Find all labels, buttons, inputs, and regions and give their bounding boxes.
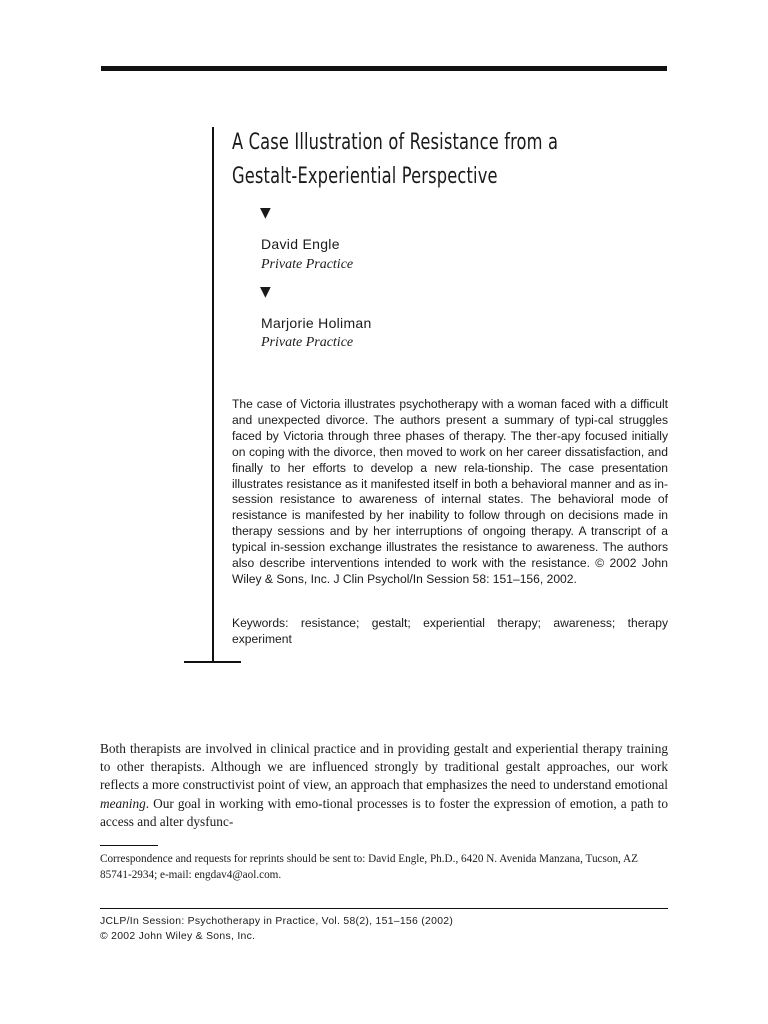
footnote-rule (100, 845, 158, 846)
triangle-marker-icon: ▼ (260, 205, 271, 221)
author-affiliation: Private Practice (261, 257, 354, 272)
correspondence-footnote: Correspondence and requests for reprints should be sent to: David Engle, Ph.D., 6420 N. Avenida Manzana, Tucson, AZ 85741-2934; e-mail: engdav4@aol.com. (100, 853, 638, 881)
top-rule (101, 66, 667, 71)
author-affiliation: Private Practice (261, 335, 354, 350)
journal-citation: JCLP/In Session: Psychotherapy in Practice, Vol. 58(2), 151–156 (2002) (100, 916, 454, 927)
title-line-2: Gestalt-Experiential Perspective (232, 164, 498, 189)
body-text-end: . Our goal in working with emo-tional processes is to foster the expression of emotion, a path to access and alter dysfunc- (100, 795, 668, 829)
keywords: Keywords: resistance; gestalt; experiential therapy; awareness; therapy experiment (232, 616, 668, 646)
title-line-1: A Case Illustration of Resistance from a (232, 130, 559, 155)
abstract: The case of Victoria illustrates psychotherapy with a woman faced with a difficult and unexpected divorce. The authors present a summary of typi-cal struggles faced by Victoria through three phases of therapy. The ther-apy focused initially on coping with the divorce, then moved to work on her career dissatisfaction, and finally to her efforts to develop a new rela-tionship. The case presentation illustrates resistance as it manifested itself in both a behavioral manner and as in-session resistance to awareness of internal states. The behavioral mode of resistance is manifested by her inability to follow through on decisions made in therapy sessions and by her interruptions of ongoing therapy. A transcript of a typical in-session exchange illustrates the resistance to awareness. The authors also describe interventions intended to work with the resistance. © 2002 John Wiley & Sons, Inc. J Clin Psychol/In Session 58: 151–156, 2002. (232, 397, 668, 586)
journal-footer (100, 915, 453, 944)
article-title (232, 126, 559, 194)
body-text-start: Both therapists are involved in clinical practice and in providing gestalt and experiential therapy training to other therapists. Although we are influenced strongly by traditional gestalt approaches, our work reflects a more constructivist point of view, an approach that emphasizes the need to understand emotional (100, 741, 668, 793)
author-name: David Engle (261, 236, 340, 252)
title-block-vertical-rule (212, 127, 214, 662)
copyright-notice: © 2002 John Wiley & Sons, Inc. (100, 930, 256, 942)
footer-rule (100, 908, 668, 909)
body-paragraph (100, 740, 668, 831)
title-block-foot-rule (184, 661, 241, 663)
author-name: Marjorie Holiman (261, 315, 372, 331)
triangle-marker-icon: ▼ (260, 284, 271, 300)
body-italic-word: meaning (100, 795, 146, 811)
